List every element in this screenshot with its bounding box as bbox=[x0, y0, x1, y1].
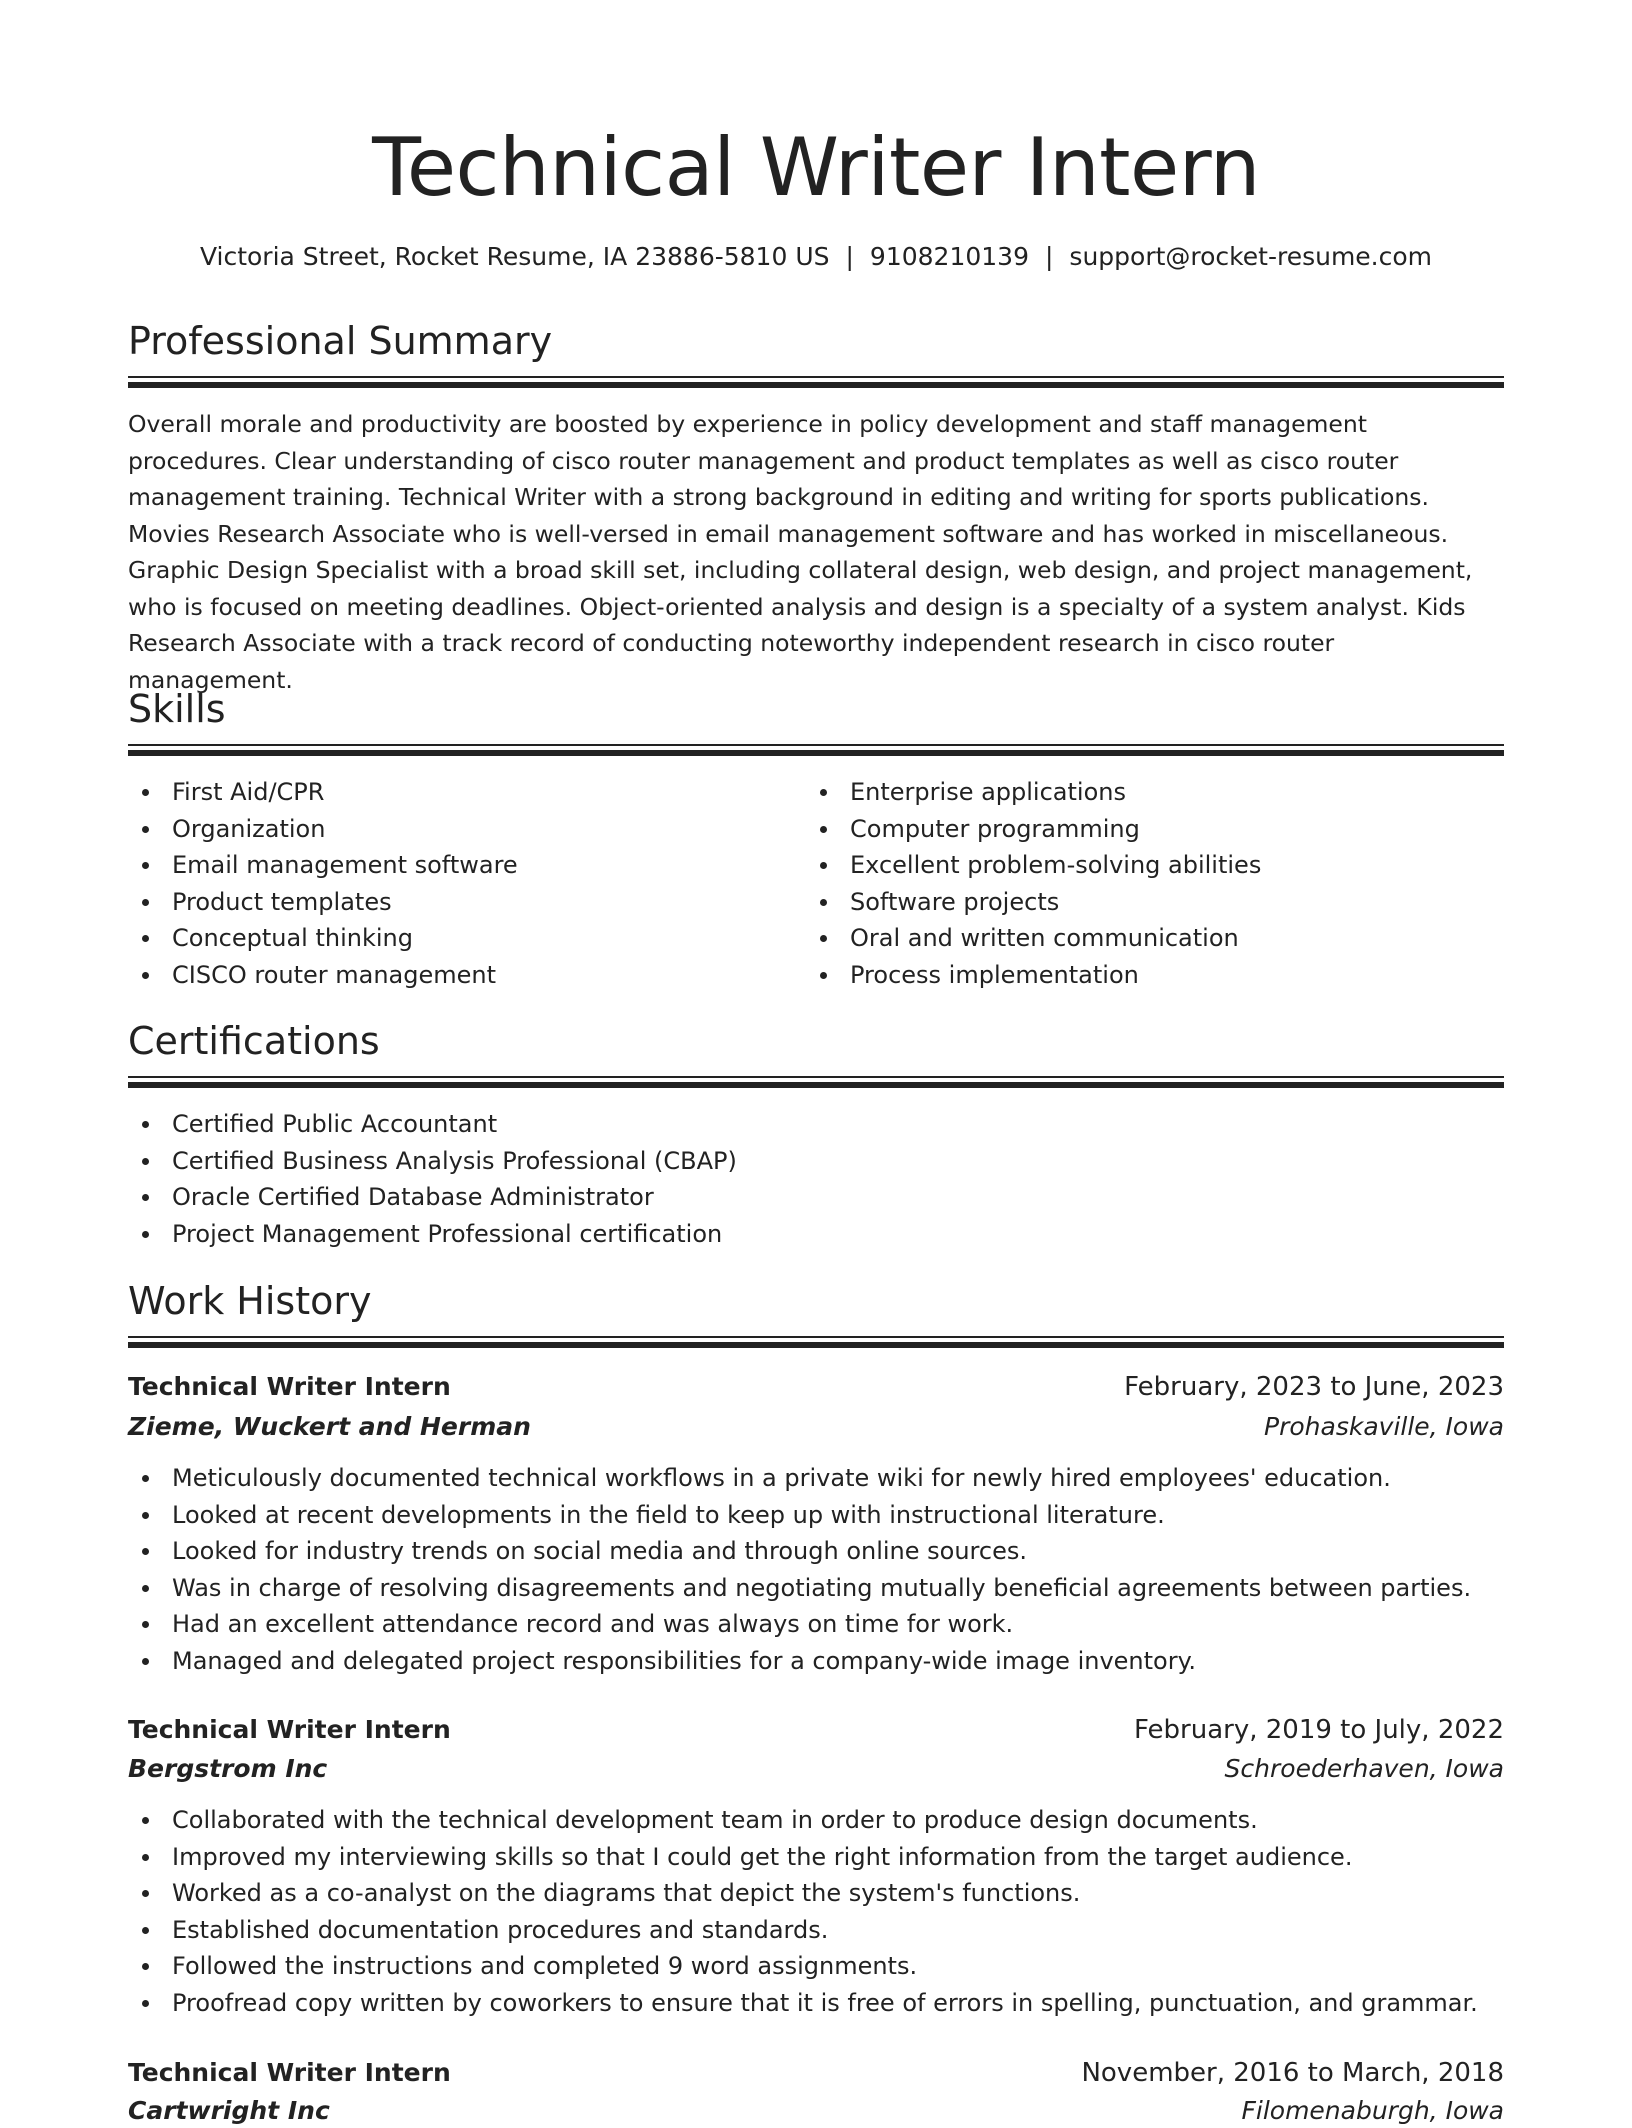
job-location: Filomenaburgh, Iowa bbox=[1241, 2096, 1504, 2125]
section-divider bbox=[128, 1336, 1504, 1348]
skill-item: Process implementation bbox=[806, 957, 1486, 994]
certification-item: Project Management Professional certification bbox=[128, 1216, 1504, 1253]
job-dates: February, 2019 to July, 2022 bbox=[1134, 1715, 1504, 1745]
contact-separator: | bbox=[845, 242, 854, 271]
job-bullets bbox=[128, 1460, 1504, 1679]
job-bullet: Proofread copy written by coworkers to ensure that it is free of errors in spelling, punctuation, and grammar. bbox=[128, 1985, 1504, 2022]
skills-list-right bbox=[806, 774, 1486, 993]
certification-item: Certified Public Accountant bbox=[128, 1106, 1504, 1143]
skill-item: Excellent problem-solving abilities bbox=[806, 847, 1486, 884]
section-title-certifications: Certifications bbox=[128, 1019, 380, 1063]
certifications-list bbox=[128, 1106, 1504, 1252]
skill-item: Email management software bbox=[128, 847, 768, 884]
job-bullet: Managed and delegated project responsibilities for a company-wide image inventory. bbox=[128, 1643, 1504, 1680]
skill-item: Organization bbox=[128, 811, 768, 848]
skill-item: Conceptual thinking bbox=[128, 920, 768, 957]
job-location: Prohaskaville, Iowa bbox=[1264, 1412, 1504, 1441]
job-bullet: Followed the instructions and completed 9 word assignments. bbox=[128, 1948, 1504, 1985]
contact-phone: 9108210139 bbox=[869, 242, 1029, 271]
job-location: Schroederhaven, Iowa bbox=[1224, 1754, 1504, 1783]
job-bullet: Meticulously documented technical workflows in a private wiki for newly hired employees' education. bbox=[128, 1460, 1504, 1497]
skill-item: Product templates bbox=[128, 884, 768, 921]
section-title-work-history: Work History bbox=[128, 1279, 372, 1323]
job-bullet: Established documentation procedures and standards. bbox=[128, 1912, 1504, 1949]
job-bullet: Looked at recent developments in the field to keep up with instructional literature. bbox=[128, 1497, 1504, 1534]
section-title-summary: Professional Summary bbox=[128, 319, 553, 363]
skill-item: Computer programming bbox=[806, 811, 1486, 848]
skill-item: CISCO router management bbox=[128, 957, 768, 994]
certification-item: Certified Business Analysis Professional (CBAP) bbox=[128, 1143, 1504, 1180]
contact-separator: | bbox=[1044, 242, 1054, 271]
section-divider bbox=[128, 1076, 1504, 1088]
section-divider bbox=[128, 376, 1504, 388]
job-bullet: Was in charge of resolving disagreements and negotiating mutually beneficial agreements between parties. bbox=[128, 1570, 1504, 1607]
skill-item: Software projects bbox=[806, 884, 1486, 921]
job-dates: February, 2023 to June, 2023 bbox=[1124, 1372, 1504, 1402]
section-title-skills: Skills bbox=[128, 687, 226, 731]
contact-address: Victoria Street, Rocket Resume, IA 23886-5810 US bbox=[199, 242, 830, 271]
job-bullet: Improved my interviewing skills so that I could get the right information from the target audience. bbox=[128, 1839, 1504, 1876]
certification-item: Oracle Certified Database Administrator bbox=[128, 1179, 1504, 1216]
section-divider bbox=[128, 744, 1504, 756]
skill-item: First Aid/CPR bbox=[128, 774, 768, 811]
job-title: Technical Writer Intern bbox=[128, 2058, 451, 2087]
job-bullet: Worked as a co-analyst on the diagrams that depict the system's functions. bbox=[128, 1875, 1504, 1912]
job-title: Technical Writer Intern bbox=[128, 1715, 451, 1744]
skills-list-left bbox=[128, 774, 768, 993]
job-company: Cartwright Inc bbox=[128, 2096, 330, 2125]
job-bullets bbox=[128, 1802, 1504, 2021]
summary-text: Overall morale and productivity are boosted by experience in policy development and staff management procedures. Clear understanding of cisco router management and product templates as well as cisco router management training. Technical Writer with a strong background in editing and writing for sports publications. Movies Research Associate who is well-versed in email management software and has worked in miscellaneous. Graphic Design Specialist with a broad skill set, including collateral design, web design, and project management, who is focused on meeting deadlines. Object-oriented analysis and design is a specialty of a system analyst. Kids Research Associate with a track record of conducting noteworthy independent research in cisco router management. bbox=[128, 410, 1473, 694]
skill-item: Enterprise applications bbox=[806, 774, 1486, 811]
skill-item: Oral and written communication bbox=[806, 920, 1486, 957]
contact-line bbox=[128, 240, 1504, 274]
job-title: Technical Writer Intern bbox=[128, 1372, 451, 1401]
job-company: Zieme, Wuckert and Herman bbox=[128, 1412, 531, 1441]
resume-name: Technical Writer Intern bbox=[372, 121, 1260, 214]
contact-email: support@rocket-resume.com bbox=[1069, 242, 1433, 271]
job-dates: November, 2016 to March, 2018 bbox=[1081, 2058, 1504, 2088]
job-company: Bergstrom Inc bbox=[128, 1754, 328, 1783]
job-bullet: Had an excellent attendance record and was always on time for work. bbox=[128, 1606, 1504, 1643]
job-bullet: Looked for industry trends on social media and through online sources. bbox=[128, 1533, 1504, 1570]
job-bullet: Collaborated with the technical development team in order to produce design documents. bbox=[128, 1802, 1504, 1839]
